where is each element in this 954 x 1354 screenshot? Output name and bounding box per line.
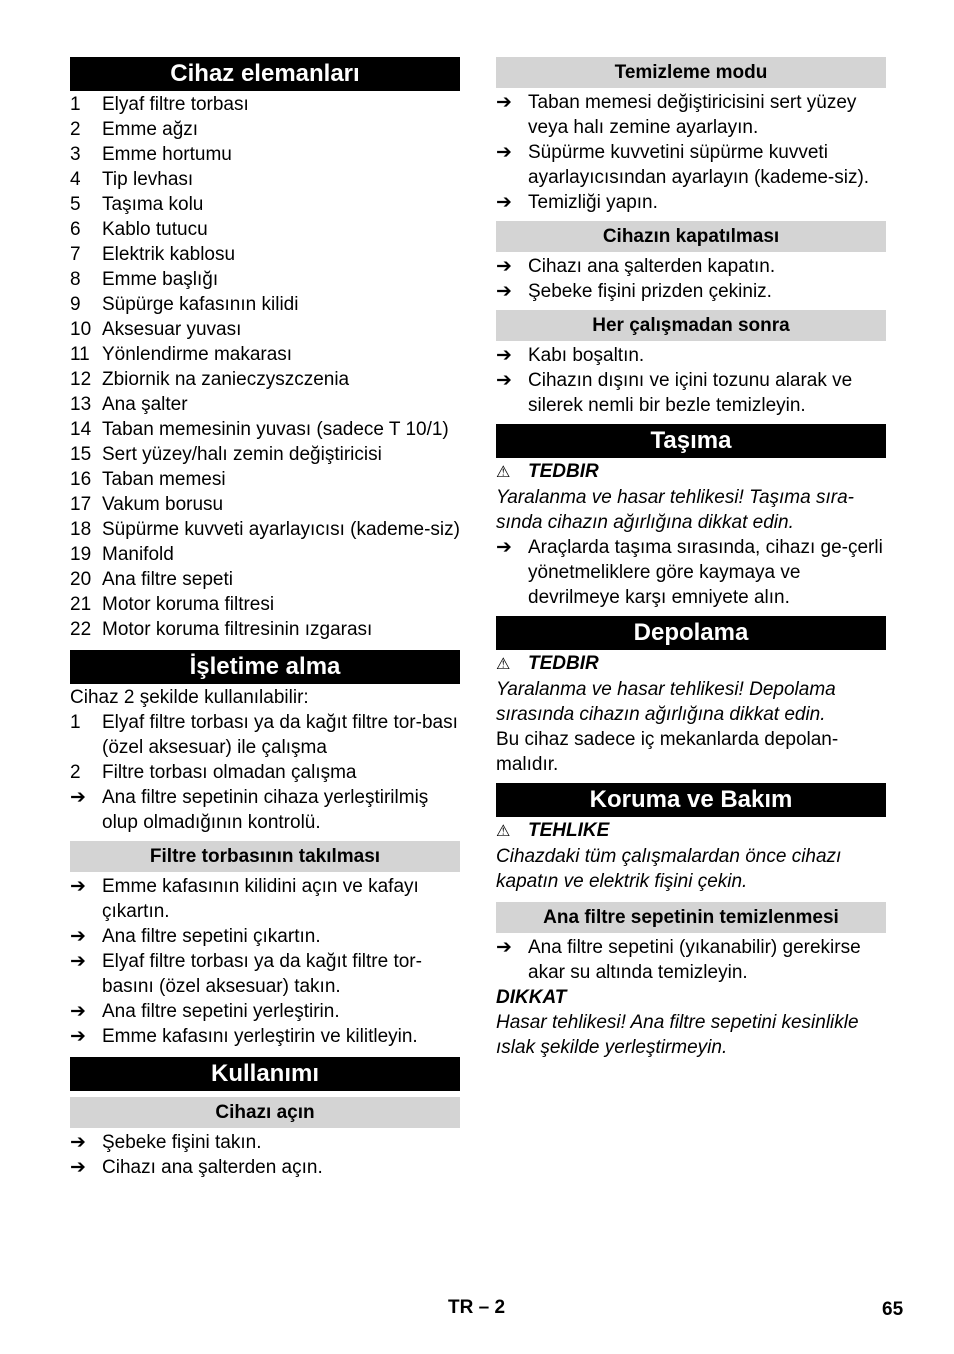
item-number: 18 <box>70 519 92 540</box>
heading-filtre-torbasi: Filtre torbasının takılması <box>70 841 460 872</box>
list-item <box>70 92 460 117</box>
heading-kullanimi: Kullanımı <box>70 1057 460 1091</box>
step-text: Süpürme kuvvetini süpürme kuvveti ayarlayıcısından ayarlayın (kademe-siz). <box>528 142 870 188</box>
list-item <box>70 117 460 142</box>
footer-lang: TR – 2 <box>448 1297 506 1318</box>
step-text: Cihazın dışını ve içini tozunu alarak ve silerek nemli bir bezle temizleyin. <box>528 370 853 416</box>
arrow-right-icon: ➔ <box>70 876 86 897</box>
item-number: 2 <box>70 762 81 783</box>
device-elements-list <box>70 92 460 642</box>
heading-her-calisma: Her çalışmadan sonra <box>496 310 886 341</box>
list-item <box>70 1130 460 1155</box>
item-text: Taban memesi <box>102 469 226 490</box>
warning-text: Yaralanma ve hasar tehlikesi! Taşıma sıra-sında cihazın ağırlığına dikkat edin. <box>496 487 854 533</box>
item-number: 11 <box>70 344 90 365</box>
list-item <box>70 592 460 617</box>
list-item <box>70 617 460 642</box>
isletime-list <box>70 710 460 785</box>
item-number: 16 <box>70 469 92 490</box>
heading-ana-filtre: Ana filtre sepetinin temizlenmesi <box>496 902 886 933</box>
item-text: Taşıma kolu <box>102 194 204 215</box>
danger-text: Cihazdaki tüm çalışmalardan önce cihazı kapatın ve elektrik fişini çekin. <box>496 846 842 892</box>
list-item <box>70 392 460 417</box>
note-label: DIKKAT <box>496 987 567 1008</box>
item-number: 2 <box>70 119 81 140</box>
item-number: 1 <box>70 94 81 115</box>
item-text: Elyaf filtre torbası <box>102 94 249 115</box>
isletime-intro: Cihaz 2 şekilde kullanılabilir: <box>70 687 309 708</box>
step-text: Temizliği yapın. <box>528 192 658 213</box>
arrow-right-icon: ➔ <box>70 926 86 947</box>
list-item <box>70 517 460 542</box>
warning-label: ⚠ TEDBIR <box>496 651 886 677</box>
item-text: Kablo tutucu <box>102 219 208 240</box>
item-number: 22 <box>70 619 92 640</box>
arrow-right-icon: ➔ <box>70 951 86 972</box>
list-item <box>70 442 460 467</box>
step-text: Elyaf filtre torbası ya da kağıt filtre tor-basını (özel aksesuar) takın. <box>102 951 422 997</box>
heading-cihazi-acin: Cihazı açın <box>70 1097 460 1128</box>
list-item: ➔ Ana filtre sepetinin cihaza yerleştirilmiş olup olmadığının kontrolü. <box>70 787 429 833</box>
item-text: Aksesuar yuvası <box>102 319 242 340</box>
item-number: 15 <box>70 444 92 465</box>
item-number: 8 <box>70 269 81 290</box>
note-text: Hasar tehlikesi! Ana filtre sepetini kesinlikle ıslak şekilde yerleştirmeyin. <box>496 1012 859 1058</box>
step-text: Kabı boşaltın. <box>528 345 645 366</box>
list-item <box>70 317 460 342</box>
arrow-right-icon: ➔ <box>496 370 512 391</box>
arrow-right-icon: ➔ <box>496 537 512 558</box>
item-text: Ana filtre sepeti <box>102 569 233 590</box>
heading-isletime-alma: İşletime alma <box>70 650 460 684</box>
arrow-right-icon: ➔ <box>496 256 512 277</box>
step-text: Şebeke fişini takın. <box>102 1132 262 1153</box>
arrow-right-icon: ➔ <box>70 1001 86 1022</box>
left-column <box>70 57 460 1180</box>
arrow-right-icon: ➔ <box>70 787 86 808</box>
list-item <box>70 467 460 492</box>
item-text: Emme başlığı <box>102 269 219 290</box>
list-item <box>70 292 460 317</box>
step-text: Ana filtre sepetini yerleştirin. <box>102 1001 340 1022</box>
item-text: Elektrik kablosu <box>102 244 236 265</box>
acin-steps <box>70 1130 460 1180</box>
arrow-right-icon: ➔ <box>70 1026 86 1047</box>
list-item <box>70 192 460 217</box>
step-text: Ana filtre sepetini çıkartın. <box>102 926 321 947</box>
step-text: Emme kafasının kilidini açın ve kafayı çıkartın. <box>102 876 419 922</box>
depolama-text: Bu cihaz sadece iç mekanlarda depolan-malıdır. <box>496 729 839 775</box>
item-text: Emme hortumu <box>102 144 232 165</box>
warning-triangle-icon: ⚠ <box>496 464 511 481</box>
warning-label: ⚠ TEDBIR <box>496 459 886 485</box>
item-number: 6 <box>70 219 81 240</box>
item-text: Zbiornik na zanieczyszczenia <box>102 369 350 390</box>
item-text: Tip levhası <box>102 169 194 190</box>
list-item <box>496 279 886 304</box>
list-item <box>70 874 460 924</box>
item-number: 21 <box>70 594 92 615</box>
step-text: Cihazı ana şalterden kapatın. <box>528 256 776 277</box>
item-number: 14 <box>70 419 92 440</box>
list-item <box>70 267 460 292</box>
warning-text: Yaralanma ve hasar tehlikesi! Depolama sırasında cihazın ağırlığına dikkat edin. <box>496 679 836 725</box>
step-text: Şebeke fişini prizden çekiniz. <box>528 281 772 302</box>
kapat-steps <box>496 254 886 304</box>
item-number: 7 <box>70 244 81 265</box>
item-text: Süpürme kuvveti ayarlayıcısı (kademe-siz) <box>102 519 460 540</box>
item-text: Yönlendirme makarası <box>102 344 293 365</box>
list-item <box>496 368 886 418</box>
item-number: 13 <box>70 394 92 415</box>
list-item <box>496 254 886 279</box>
arrow-right-icon: ➔ <box>496 142 512 163</box>
heading-tasima: Taşıma <box>496 424 886 458</box>
step-text: Emme kafasını yerleştirin ve kilitleyin. <box>102 1026 418 1047</box>
item-text: Elyaf filtre torbası ya da kağıt filtre tor-bası (özel aksesuar) ile çalışma <box>102 712 458 758</box>
arrow-right-icon: ➔ <box>496 92 512 113</box>
item-number: 20 <box>70 569 92 590</box>
list-item <box>70 1155 460 1180</box>
heading-depolama: Depolama <box>496 616 886 650</box>
list-item <box>70 367 460 392</box>
list-item: ➔ Ana filtre sepetini (yıkanabilir) gerekirse akar su altında temizleyin. <box>496 937 861 983</box>
list-item <box>70 217 460 242</box>
item-number: 10 <box>70 319 92 340</box>
list-item <box>496 343 886 368</box>
list-item <box>70 242 460 267</box>
list-item <box>70 542 460 567</box>
item-text: Ana şalter <box>102 394 188 415</box>
list-item <box>70 760 460 785</box>
list-item <box>70 710 460 760</box>
arrow-right-icon: ➔ <box>70 1157 86 1178</box>
list-item <box>70 567 460 592</box>
list-item <box>496 90 886 140</box>
item-number: 1 <box>70 712 81 733</box>
item-text: Süpürge kafasının kilidi <box>102 294 299 315</box>
list-item: ➔ Araçlarda taşıma sırasında, cihazı ge-çerli yönetmeliklere göre kaymaya ve devrilmeye karşı emniyete alın. <box>496 537 883 608</box>
item-text: Taban memesinin yuvası (sadece T 10/1) <box>102 419 449 440</box>
list-item <box>70 492 460 517</box>
item-text: Filtre torbası olmadan çalışma <box>102 762 357 783</box>
item-number: 12 <box>70 369 92 390</box>
right-column <box>496 57 886 1060</box>
arrow-right-icon: ➔ <box>496 937 512 958</box>
danger-label: ⚠ TEHLIKE <box>496 818 886 844</box>
list-item <box>70 342 460 367</box>
heading-koruma: Koruma ve Bakım <box>496 783 886 817</box>
item-text: Sert yüzey/halı zemin değiştiricisi <box>102 444 382 465</box>
warning-triangle-icon: ⚠ <box>496 823 511 840</box>
list-item <box>70 167 460 192</box>
arrow-right-icon: ➔ <box>70 1132 86 1153</box>
list-item <box>70 142 460 167</box>
item-text: Motor koruma filtresinin ızgarası <box>102 619 373 640</box>
item-text: Vakum borusu <box>102 494 224 515</box>
item-number: 3 <box>70 144 81 165</box>
heading-kapatilmasi: Cihazın kapatılması <box>496 221 886 252</box>
item-number: 5 <box>70 194 81 215</box>
step-text: Taban memesi değiştiricisini sert yüzey veya halı zemine ayarlayın. <box>528 92 857 138</box>
step-text: Cihazı ana şalterden açın. <box>102 1157 323 1178</box>
arrow-right-icon: ➔ <box>496 345 512 366</box>
heading-cihaz-elemanlari: Cihaz elemanları <box>70 57 460 91</box>
list-item <box>70 999 460 1024</box>
list-item <box>496 190 886 215</box>
list-item <box>70 1024 460 1049</box>
arrow-right-icon: ➔ <box>496 281 512 302</box>
her-steps <box>496 343 886 418</box>
heading-temizleme-modu: Temizleme modu <box>496 57 886 88</box>
temizleme-steps <box>496 90 886 215</box>
filtre-steps <box>70 874 460 1049</box>
item-text: Emme ağzı <box>102 119 199 140</box>
list-item <box>70 924 460 949</box>
item-number: 17 <box>70 494 92 515</box>
item-text: Manifold <box>102 544 174 565</box>
item-text: Motor koruma filtresi <box>102 594 275 615</box>
list-item <box>70 949 460 999</box>
item-number: 19 <box>70 544 92 565</box>
page-number: 65 <box>882 1299 904 1320</box>
arrow-right-icon: ➔ <box>496 192 512 213</box>
list-item <box>496 140 886 190</box>
item-number: 4 <box>70 169 81 190</box>
list-item <box>70 417 460 442</box>
warning-triangle-icon: ⚠ <box>496 656 511 673</box>
item-number: 9 <box>70 294 81 315</box>
